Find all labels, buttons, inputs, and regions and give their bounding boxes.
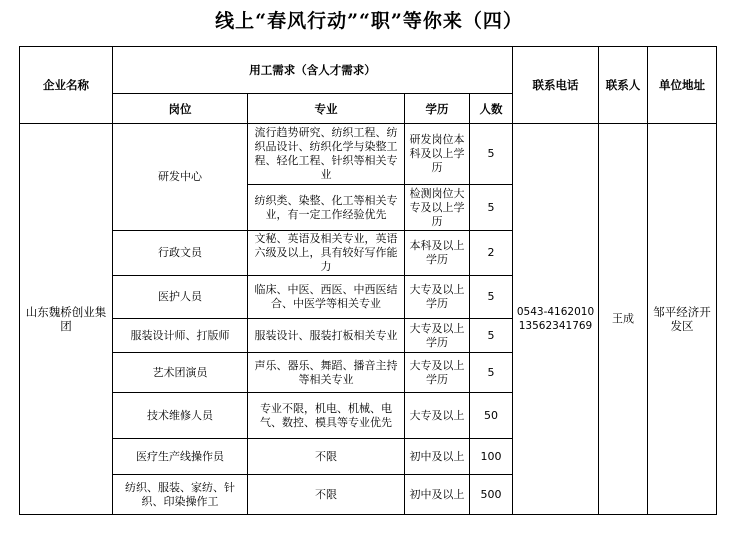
position-cell: 医疗生产线操作员 bbox=[113, 439, 248, 475]
header-phone: 联系电话 bbox=[513, 47, 599, 124]
major-cell: 纺织类、染整、化工等相关专业，有一定工作经验优先 bbox=[248, 185, 405, 231]
page-title: 线上“春风行动”“职”等你来（四） bbox=[215, 10, 523, 32]
education-cell: 大专及以上学历 bbox=[405, 276, 470, 319]
count-cell: 500 bbox=[470, 475, 513, 515]
education-cell: 初中及以上 bbox=[405, 439, 470, 475]
education-cell: 初中及以上 bbox=[405, 475, 470, 515]
major-cell: 专业不限，机电、机械、电气、数控、模具等专业优先 bbox=[248, 393, 405, 439]
header-address: 单位地址 bbox=[648, 47, 717, 124]
header-education: 学历 bbox=[405, 94, 470, 124]
position-cell: 技术维修人员 bbox=[113, 393, 248, 439]
count-cell: 50 bbox=[470, 393, 513, 439]
count-cell: 5 bbox=[470, 319, 513, 353]
education-cell: 大专及以上 bbox=[405, 393, 470, 439]
major-cell: 流行趋势研究、纺织工程、纺织品设计、纺织化学与染整工程、轻化工程、针织等相关专业 bbox=[248, 124, 405, 185]
count-cell: 5 bbox=[470, 124, 513, 185]
count-cell: 5 bbox=[470, 353, 513, 393]
company-name: 山东魏桥创业集团 bbox=[20, 124, 113, 515]
major-cell: 不限 bbox=[248, 439, 405, 475]
header-position: 岗位 bbox=[113, 94, 248, 124]
contact-phone-text: 0543-4162010 13562341769 bbox=[516, 306, 595, 332]
position-cell: 艺术团演员 bbox=[113, 353, 248, 393]
position-cell: 纺织、服装、家纺、针织、印染操作工 bbox=[113, 475, 248, 515]
education-cell: 大专及以上学历 bbox=[405, 319, 470, 353]
header-contact: 联系人 bbox=[599, 47, 648, 124]
education-cell: 研发岗位本科及以上学历 bbox=[405, 124, 470, 185]
job-table bbox=[19, 46, 717, 515]
major-cell: 声乐、器乐、舞蹈、播音主持等相关专业 bbox=[248, 353, 405, 393]
header-row-1 bbox=[20, 47, 717, 94]
table-row bbox=[20, 124, 717, 185]
contact-person: 王成 bbox=[599, 124, 648, 515]
position-cell: 行政文员 bbox=[113, 231, 248, 276]
major-cell: 不限 bbox=[248, 475, 405, 515]
header-company: 企业名称 bbox=[20, 47, 113, 124]
major-cell: 服装设计、服装打板相关专业 bbox=[248, 319, 405, 353]
major-cell: 文秘、英语及相关专业，英语六级及以上，具有较好写作能力 bbox=[248, 231, 405, 276]
position-cell: 服装设计师、打版师 bbox=[113, 319, 248, 353]
count-cell: 5 bbox=[470, 276, 513, 319]
header-major: 专业 bbox=[248, 94, 405, 124]
count-cell: 5 bbox=[470, 185, 513, 231]
position-cell: 医护人员 bbox=[113, 276, 248, 319]
education-cell: 检测岗位大专及以上学历 bbox=[405, 185, 470, 231]
education-cell: 大专及以上学历 bbox=[405, 353, 470, 393]
header-count: 人数 bbox=[470, 94, 513, 124]
major-cell: 临床、中医、西医、中西医结合、中医学等相关专业 bbox=[248, 276, 405, 319]
count-cell: 2 bbox=[470, 231, 513, 276]
education-cell: 本科及以上学历 bbox=[405, 231, 470, 276]
company-address: 邹平经济开发区 bbox=[648, 124, 717, 515]
contact-phone bbox=[513, 124, 599, 515]
header-demand: 用工需求（含人才需求） bbox=[113, 47, 513, 94]
position-cell: 研发中心 bbox=[113, 124, 248, 231]
count-cell: 100 bbox=[470, 439, 513, 475]
